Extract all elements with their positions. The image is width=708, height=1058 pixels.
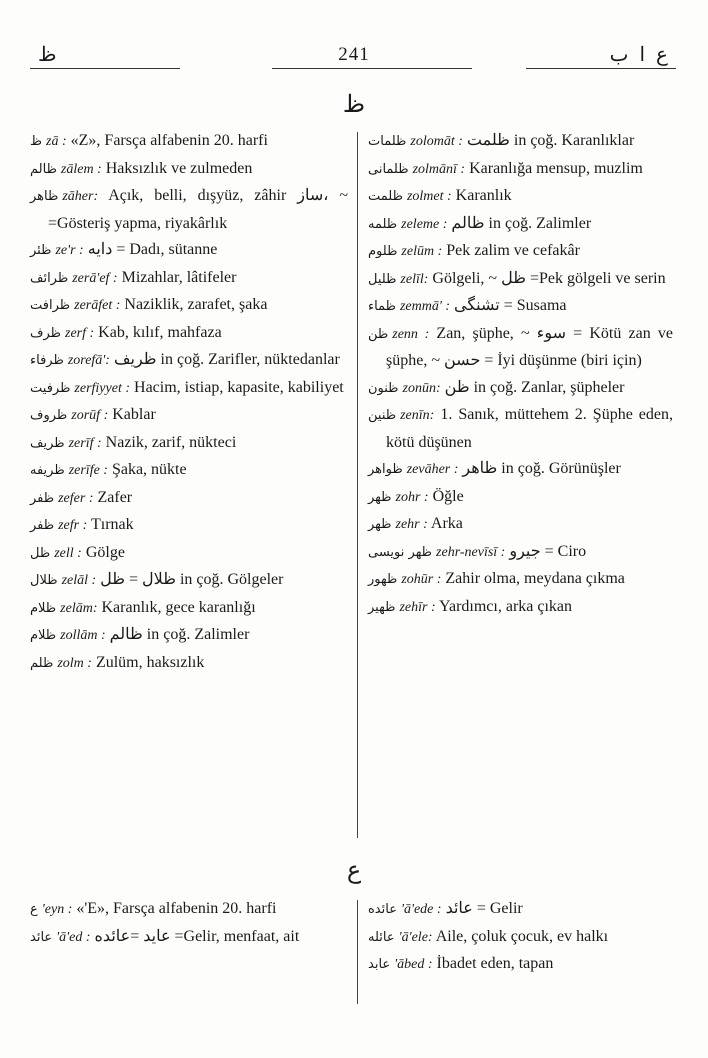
dictionary-entry [368, 924, 673, 952]
definition: عائد = Gelir [445, 900, 523, 917]
dictionary-entry [30, 457, 348, 485]
dictionary-entry [368, 484, 673, 512]
arabic-headword: ظرافت [30, 298, 71, 313]
definition: Açık, belli, dışyüz, zâhir ساز، ~ =Gösteriş yapma, riyakârlık [48, 187, 348, 232]
arabic-headword: ظن [368, 326, 389, 342]
dictionary-entry [368, 566, 673, 594]
definition: ظالم in çoğ. Zalimler [451, 214, 592, 232]
arabic-headword: ظلام [30, 600, 57, 616]
dictionary-entry [30, 320, 348, 348]
definition: «'E», Farsça alfabenin 20. harfi [76, 900, 277, 917]
dictionary-entry [30, 237, 348, 265]
arabic-headword: ظريفه [30, 463, 65, 478]
left-column-ayn [30, 896, 348, 951]
transliteration: zolmet : [406, 189, 452, 204]
definition: Hacim, istiap, kapasite, kabiliyet [134, 378, 344, 396]
arabic-headword: ظلمات [368, 134, 407, 149]
transliteration: zehīr : [399, 599, 436, 615]
transliteration: 'ā'ele: [398, 929, 433, 945]
dictionary-entry [30, 402, 348, 430]
definition: İbadet eden, tapan [436, 955, 554, 972]
transliteration: zemmā' : [399, 299, 450, 314]
section-letter-za: ظ [342, 92, 366, 118]
arabic-headword: ظفر [30, 490, 55, 506]
definition: دايه = Dadı, sütanne [87, 241, 218, 258]
page-number: 241 [338, 44, 370, 65]
arabic-headword: ظلم [30, 655, 54, 671]
definition: Zulüm, haksızlık [95, 653, 205, 671]
transliteration: zehr-nevīsī : [436, 544, 506, 560]
definition: Yardımcı, arka çıkan [439, 597, 573, 615]
arabic-headword: ظفر [30, 518, 55, 533]
transliteration: zerā'ef : [72, 270, 118, 286]
transliteration: zehr : [395, 517, 428, 532]
header-rule-center [272, 68, 472, 69]
definition: Zan, şüphe, ~ سوء = Kötü zan ve şüphe, ~ حسن = İyi düşünme (biri için) [386, 324, 674, 369]
definition: Karanlığa mensup, muzlim [469, 159, 643, 177]
definition: ظاهر in çoğ. Görünüşler [462, 460, 621, 477]
arabic-headword: ظماء [368, 299, 396, 314]
transliteration: zolmānī : [412, 161, 466, 177]
dictionary-entry [368, 266, 673, 294]
arabic-headword: ظلوم [368, 244, 398, 259]
arabic-headword: ظئر [30, 243, 52, 258]
definition: Öğle [432, 487, 464, 505]
dictionary-entry [368, 456, 673, 484]
arabic-headword: عائد [30, 929, 53, 945]
transliteration: zohūr : [401, 572, 442, 587]
arabic-headword: ظاهر [30, 189, 59, 204]
transliteration: zorefā': [67, 353, 110, 368]
transliteration: zā : [46, 134, 67, 149]
arabic-headword: ظل [30, 545, 51, 561]
transliteration: zefr : [58, 518, 88, 533]
arabic-headword: ظلال [30, 573, 58, 588]
transliteration: zolomāt : [410, 134, 463, 149]
header-letters-right: ع ا ب [609, 44, 668, 66]
arabic-headword: ظهر [368, 517, 392, 532]
transliteration: zerāfet : [74, 298, 121, 313]
dictionary-entry [30, 595, 348, 623]
definition: 1. Sanık, müttehem 2. Şüphe eden, kötü düşünen [386, 406, 673, 451]
definition: عايد =عائده =Gelir, menfaat, ait [94, 927, 300, 945]
arabic-headword: ظهر [368, 489, 392, 505]
dictionary-entry [30, 540, 348, 568]
column-divider [357, 132, 358, 838]
transliteration: zelūm : [401, 244, 443, 259]
transliteration: zenn : [392, 326, 430, 342]
dictionary-entry [30, 567, 348, 595]
definition: Karanlık, gece karanlığı [101, 598, 256, 616]
definition: Gölgeli, ~ ظل =Pek gölgeli ve serin [432, 269, 666, 287]
transliteration: zell : [54, 545, 82, 561]
dictionary-entry [30, 375, 348, 403]
dictionary-entry [368, 951, 673, 979]
transliteration: zorūf : [71, 408, 109, 423]
arabic-headword: ظلام [30, 628, 57, 643]
transliteration: zolm : [57, 655, 92, 671]
transliteration: 'ā'ede : [400, 902, 442, 917]
arabic-headword: ظلمانى [368, 161, 409, 177]
definition: Mizahlar, lâtifeler [121, 268, 237, 286]
dictionary-entry [368, 402, 673, 456]
arabic-headword: ظرفيت [30, 380, 71, 396]
arabic-headword: ظهور [368, 572, 398, 587]
dictionary-entry [368, 128, 673, 156]
arabic-headword: عائده [368, 902, 397, 917]
arabic-headword: ظنون [368, 380, 399, 396]
dictionary-entry [30, 292, 348, 320]
transliteration: zelām: [60, 600, 98, 616]
arabic-headword: ظرائف [30, 270, 69, 286]
arabic-headword: ظلمت [368, 189, 403, 204]
arabic-headword: عائله [368, 929, 395, 945]
dictionary-entry [368, 896, 673, 924]
dictionary-entry [30, 650, 348, 678]
definition: «Z», Farsça alfabenin 20. harfi [70, 132, 268, 149]
definition: Nazik, zarif, nükteci [105, 433, 237, 451]
definition: Haksızlık ve zulmeden [105, 159, 253, 177]
arabic-headword: ظريف [30, 435, 65, 451]
transliteration: ze'r : [55, 243, 84, 258]
definition: ظن in çoğ. Zanlar, şüpheler [444, 378, 625, 396]
header-letter-left: ظ [38, 44, 57, 66]
definition: Naziklik, zarafet, şaka [124, 296, 268, 313]
page-header [0, 36, 708, 76]
definition: Tırnak [91, 516, 134, 533]
dictionary-entry [368, 156, 673, 184]
dictionary-entry [30, 896, 348, 924]
right-column [368, 128, 673, 621]
transliteration: zollām : [60, 628, 106, 643]
arabic-headword: ظ [30, 134, 43, 149]
dictionary-entry [30, 128, 348, 156]
dictionary-entry [30, 183, 348, 237]
definition: Gölge [85, 543, 125, 561]
header-rule-left [30, 68, 180, 69]
dictionary-entry [368, 375, 673, 403]
dictionary-entry [368, 594, 673, 622]
definition: Şaka, nükte [111, 461, 187, 478]
arabic-headword: ظنين [368, 408, 397, 423]
transliteration: zelīl: [400, 271, 429, 287]
transliteration: zohr : [395, 489, 429, 505]
header-rule-right [526, 68, 676, 69]
transliteration: zelāl : [61, 573, 97, 588]
transliteration: zerf : [65, 325, 95, 341]
dictionary-entry [30, 430, 348, 458]
dictionary-entry [30, 347, 348, 375]
arabic-headword: عابد [368, 957, 391, 972]
transliteration: zevāher : [406, 462, 459, 477]
transliteration: 'ābed : [394, 957, 433, 972]
transliteration: zerīf : [68, 435, 102, 451]
definition: ظريف in çoğ. Zarifler, nüktedanlar [113, 351, 340, 368]
dictionary-entry [368, 211, 673, 239]
definition: ظلال = ظل in çoğ. Gölgeler [100, 571, 284, 588]
definition: Arka [430, 515, 463, 532]
definition: Zafer [97, 488, 133, 506]
definition: Karanlık [455, 187, 512, 204]
transliteration: zerīfe : [68, 463, 108, 478]
section-letter-ayn: ع [346, 858, 362, 884]
arabic-headword: ظليل [368, 271, 397, 287]
dictionary-entry [368, 293, 673, 321]
transliteration: zāher: [62, 189, 99, 204]
arabic-headword: ظلمه [368, 216, 398, 232]
arabic-headword: ظهر نويسى [368, 544, 433, 560]
transliteration: zonūn: [402, 380, 441, 396]
arabic-headword: ظهير [368, 599, 396, 615]
dictionary-entry [368, 511, 673, 539]
right-column-ayn [368, 896, 673, 979]
definition: Kab, kılıf, mahfaza [98, 323, 222, 341]
transliteration: 'eyn : [41, 902, 73, 917]
dictionary-entry [30, 485, 348, 513]
definition: Zahir olma, meydana çıkma [445, 570, 625, 587]
transliteration: zālem : [60, 161, 102, 177]
dictionary-entry [30, 265, 348, 293]
dictionary-entry [30, 512, 348, 540]
column-divider-2 [357, 900, 358, 1004]
dictionary-entry [368, 539, 673, 567]
definition: Kablar [112, 406, 156, 423]
arabic-headword: ظالم [30, 161, 57, 177]
transliteration: zenīn: [400, 408, 435, 423]
dictionary-entry [368, 183, 673, 211]
left-column [30, 128, 348, 677]
arabic-headword: ظرف [30, 325, 61, 341]
dictionary-entry [368, 238, 673, 266]
arabic-headword: ظرفاء [30, 353, 64, 368]
definition: ظلمت in çoğ. Karanlıklar [466, 132, 635, 149]
dictionary-entry [30, 622, 348, 650]
definition: Aile, çoluk çocuk, ev halkı [435, 927, 609, 945]
transliteration: 'ā'ed : [56, 929, 91, 945]
dictionary-entry [368, 321, 673, 375]
dictionary-entry [30, 156, 348, 184]
definition: جيرو = Ciro [509, 542, 587, 560]
definition: ظالم in çoğ. Zalimler [109, 626, 250, 643]
arabic-headword: ع [30, 902, 38, 917]
arabic-headword: ظروف [30, 408, 68, 423]
dictionary-entry [30, 924, 348, 952]
transliteration: zerfiyyet : [74, 380, 131, 396]
transliteration: zefer : [58, 490, 94, 506]
definition: Pek zalim ve cefakâr [446, 242, 580, 259]
transliteration: zeleme : [401, 216, 448, 232]
arabic-headword: ظواهر [368, 462, 403, 477]
definition: تشنگى = Susama [453, 297, 567, 314]
